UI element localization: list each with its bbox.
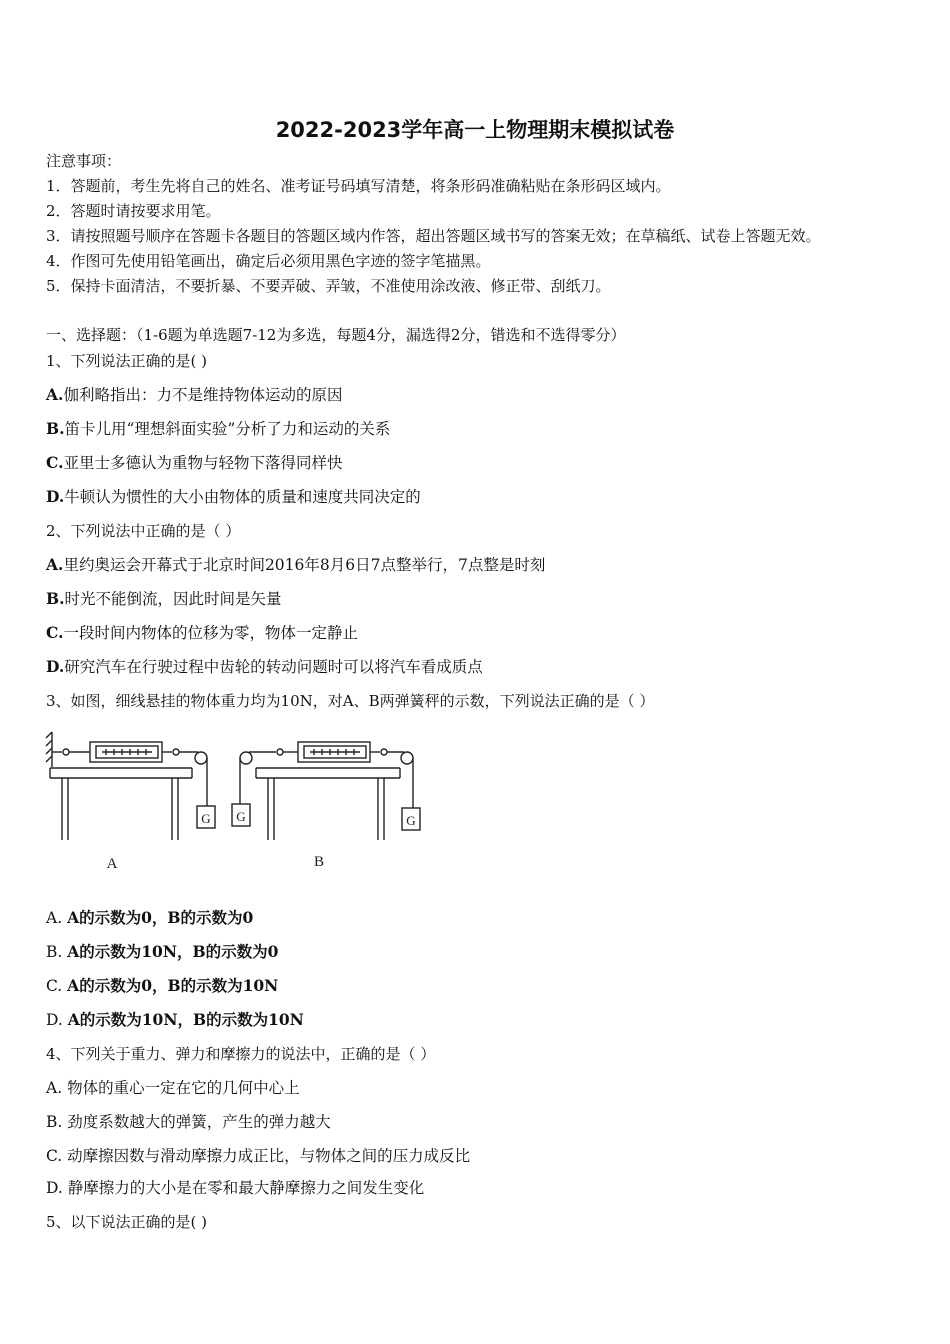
notice-item: 5．保持卡面清洁，不要折暴、不要弄破、弄皱，不准使用涂改液、修正带、刮纸刀。 xyxy=(46,277,611,295)
page-title: 2022-2023学年高一上物理期末模拟试卷 xyxy=(275,118,675,142)
question-1-option-c: C.亚里士多德认为重物与轻物下落得同样快 xyxy=(46,453,343,472)
notice-item: 2．答题时请按要求用笔。 xyxy=(46,202,221,220)
question-4-option-d: D. 静摩擦力的大小是在零和最大静摩擦力之间发生变化 xyxy=(46,1179,425,1197)
weight-label: G xyxy=(236,809,246,824)
question-1-option-a: A.伽利略指出：力不是维持物体运动的原因 xyxy=(46,385,343,404)
figure-b xyxy=(232,742,420,840)
notice-item: 4．作图可先使用铅笔画出，确定后必须用黑色字迹的签字笔描黑。 xyxy=(46,252,491,270)
spring-balance-figure xyxy=(40,722,440,872)
section-heading: 一、选择题：（1-6题为单选题7-12为多选，每题4分，漏选得2分，错选和不选得零分） xyxy=(46,326,626,344)
weight-label: G xyxy=(201,811,211,826)
question-1-option-b: B.笛卡儿用“理想斜面实验”分析了力和运动的关系 xyxy=(46,419,391,438)
question-1-stem: 1、下列说法正确的是( ) xyxy=(46,352,208,370)
notice-heading: 注意事项： xyxy=(46,152,122,170)
question-1-option-d: D.牛顿认为惯性的大小由物体的质量和速度共同决定的 xyxy=(46,487,421,506)
question-5-stem: 5、以下说法正确的是( ) xyxy=(46,1213,208,1231)
figure-b-label: B xyxy=(313,854,325,870)
figure-a-label: A xyxy=(106,856,118,872)
question-4-stem: 4、下列关于重力、弹力和摩擦力的说法中，正确的是（ ） xyxy=(46,1045,436,1063)
question-4-option-b: B. 劲度系数越大的弹簧，产生的弹力越大 xyxy=(46,1113,331,1131)
figure-a xyxy=(46,732,215,840)
question-2-option-d: D.研究汽车在行驶过程中齿轮的转动问题时可以将汽车看成质点 xyxy=(46,657,483,676)
question-3-option-d: D. A的示数为10N，B的示数为10N xyxy=(46,1010,304,1029)
question-2-option-b: B.时光不能倒流，因此时间是矢量 xyxy=(46,589,282,608)
question-3-option-b: B. A的示数为10N，B的示数为0 xyxy=(46,942,279,961)
question-4-option-a: A. 物体的重心一定在它的几何中心上 xyxy=(46,1079,300,1097)
question-2-option-a: A.里约奥运会开幕式于北京时间2016年8月6日7点整举行，7点整是时刻 xyxy=(46,555,546,574)
notice-item: 1．答题前，考生先将自己的姓名、准考证号码填写清楚，将条形码准确粘贴在条形码区域内。 xyxy=(46,177,671,195)
question-3-option-c: C. A的示数为0，B的示数为10N xyxy=(46,976,279,995)
question-4-option-c: C. 动摩擦因数与滑动摩擦力成正比，与物体之间的压力成反比 xyxy=(46,1147,471,1165)
question-3-stem: 3、如图，细线悬挂的物体重力均为10N，对A、B两弹簧秤的示数，下列说法正确的是（ ） xyxy=(46,692,655,710)
question-2-stem: 2、下列说法中正确的是（ ） xyxy=(46,522,241,540)
question-3-option-a: A. A的示数为0，B的示数为0 xyxy=(46,908,254,927)
notice-item: 3．请按照题号顺序在答题卡各题目的答题区域内作答，超出答题区域书写的答案无效；在草稿纸、试卷上答题无效。 xyxy=(46,227,821,245)
question-2-option-c: C.一段时间内物体的位移为零，物体一定静止 xyxy=(46,623,358,642)
weight-label: G xyxy=(406,813,416,828)
